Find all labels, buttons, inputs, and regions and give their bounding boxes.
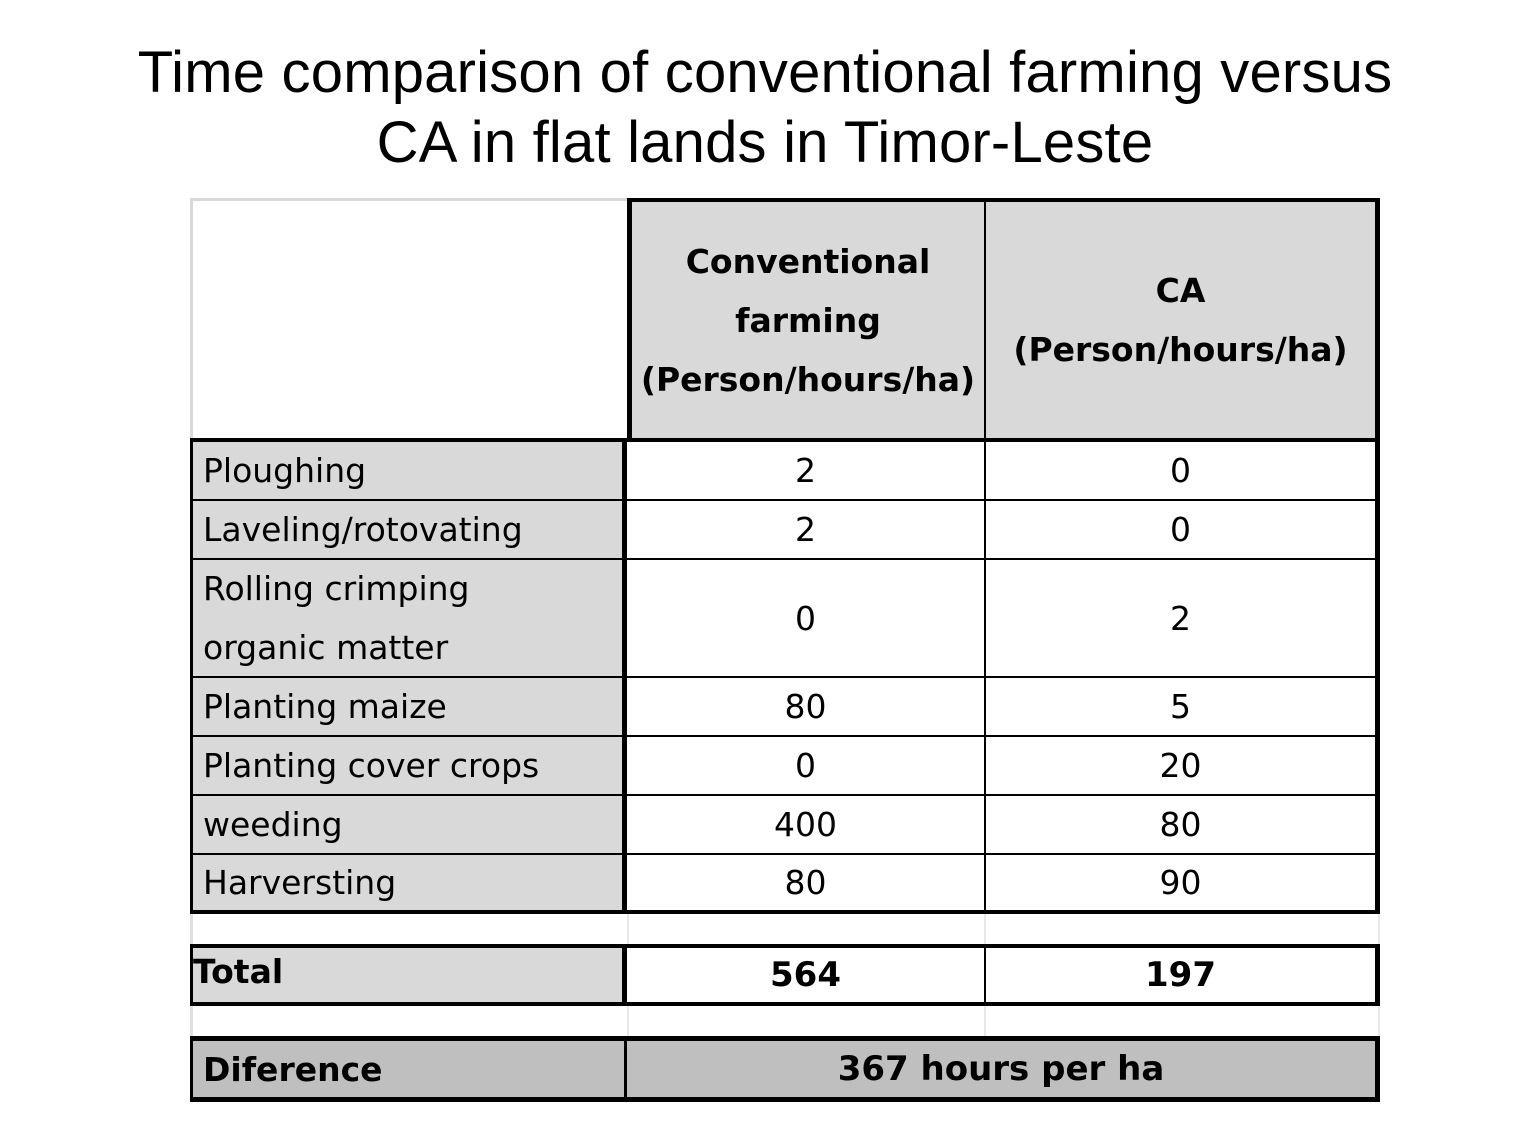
header-conventional-line: (Person/hours/ha) bbox=[640, 359, 976, 399]
total-ca: 197 bbox=[986, 948, 1380, 1002]
ca-value: 5 bbox=[986, 678, 1380, 735]
spacer-cell bbox=[190, 914, 627, 944]
comparison-table bbox=[190, 198, 1380, 1102]
total-conventional: 564 bbox=[627, 948, 986, 1002]
conventional-value: 0 bbox=[627, 560, 986, 676]
table-row bbox=[190, 796, 1380, 855]
table-row bbox=[190, 560, 1380, 678]
difference-label: Diference bbox=[190, 1041, 627, 1097]
row-label: Laveling/rotovating bbox=[190, 501, 627, 558]
table-row bbox=[190, 855, 1380, 914]
header-ca-line: CA bbox=[1155, 271, 1206, 310]
total-label: Total bbox=[190, 948, 627, 1002]
row-label: Harversting bbox=[190, 855, 627, 910]
ca-value: 20 bbox=[986, 737, 1380, 794]
row-label-line: Rolling crimping bbox=[203, 569, 470, 608]
total-row bbox=[190, 944, 1380, 1006]
spacer-cell bbox=[627, 1006, 986, 1036]
conventional-value: 2 bbox=[627, 501, 986, 558]
table-row bbox=[190, 438, 1380, 501]
row-label: Ploughing bbox=[190, 442, 627, 499]
ca-value: 0 bbox=[986, 501, 1380, 558]
conventional-value: 0 bbox=[627, 737, 986, 794]
title-line-2: CA in flat lands in Timor-Leste bbox=[376, 110, 1154, 175]
conventional-value: 80 bbox=[627, 855, 986, 910]
difference-row bbox=[190, 1036, 1380, 1102]
table-row bbox=[190, 737, 1380, 796]
header-conventional bbox=[627, 198, 986, 438]
conventional-value: 80 bbox=[627, 678, 986, 735]
spacer-cell bbox=[627, 914, 986, 944]
table-header-row bbox=[190, 198, 1380, 438]
spacer-cell bbox=[190, 1006, 627, 1036]
difference-value: 367 hours per ha bbox=[627, 1041, 1380, 1097]
row-label: Planting cover crops bbox=[190, 737, 627, 794]
row-label: weeding bbox=[190, 796, 627, 853]
header-ca-line: (Person/hours/ha) bbox=[1013, 330, 1348, 369]
row-label-line: organic matter bbox=[203, 628, 449, 667]
ca-value: 0 bbox=[986, 442, 1380, 499]
title-line-1: Time comparison of conventional farming versus bbox=[137, 40, 1393, 105]
table-spacer-row bbox=[190, 1006, 1380, 1036]
header-conventional-line: farming bbox=[735, 300, 881, 340]
conventional-value: 2 bbox=[627, 442, 986, 499]
header-conventional-line: Conventional bbox=[685, 241, 931, 281]
spacer-cell bbox=[986, 1006, 1380, 1036]
table-spacer-row bbox=[190, 914, 1380, 944]
page-title bbox=[0, 38, 1530, 178]
row-label: Planting maize bbox=[190, 678, 627, 735]
ca-value: 80 bbox=[986, 796, 1380, 853]
row-label bbox=[190, 560, 627, 676]
conventional-value: 400 bbox=[627, 796, 986, 853]
header-ca bbox=[986, 198, 1380, 438]
ca-value: 2 bbox=[986, 560, 1380, 676]
header-empty-cell bbox=[190, 198, 627, 438]
ca-value: 90 bbox=[986, 855, 1380, 910]
table-row bbox=[190, 501, 1380, 560]
spacer-cell bbox=[986, 914, 1380, 944]
table-row bbox=[190, 678, 1380, 737]
